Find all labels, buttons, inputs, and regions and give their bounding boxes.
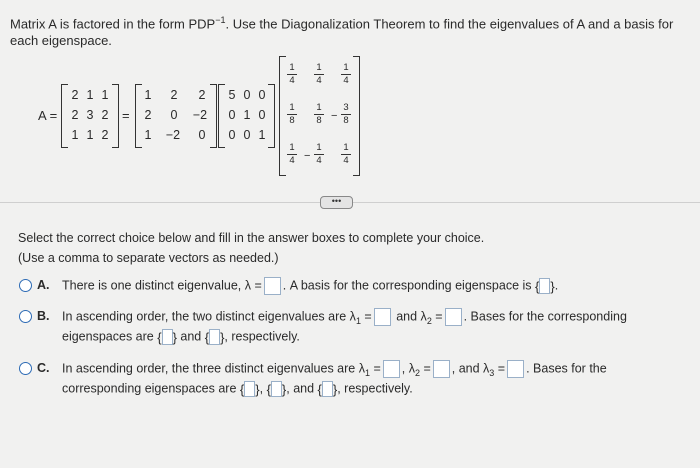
- a-cell: 1: [101, 88, 109, 102]
- p-cell: 2: [170, 88, 178, 102]
- matrix-a-left-bracket: [61, 84, 68, 148]
- pinv-fraction: 1 4: [311, 143, 327, 166]
- a-cell: 1: [86, 128, 94, 142]
- a-cell: 2: [71, 88, 79, 102]
- option-c-basis1-box[interactable]: [244, 381, 255, 397]
- option-c-letter: C.: [37, 361, 50, 375]
- expand-button[interactable]: •••: [320, 196, 353, 209]
- d-cell: 1: [258, 128, 266, 142]
- pinv-fraction: 1 4: [338, 143, 354, 166]
- a-cell: 2: [101, 108, 109, 122]
- option-b-basis1-box[interactable]: [162, 329, 173, 345]
- option-c-line-1: In ascending order, the three distinct eigenvalues are $\lambda_1$ = , $\lambda_2$ = , and $\lambda_3$ = . Bases for the: [62, 361, 607, 378]
- pinv-fraction: 1 4: [284, 143, 300, 166]
- pinv-fraction: 1 8: [284, 103, 300, 126]
- option-c-lambda2-box[interactable]: [433, 360, 450, 378]
- option-c-lambda1-box[interactable]: [383, 360, 400, 378]
- a-cell: 3: [86, 108, 94, 122]
- option-c-radio[interactable]: [19, 362, 32, 375]
- p-cell: 2: [144, 108, 152, 122]
- d-cell: 0: [258, 108, 266, 122]
- a-cell: 2: [71, 108, 79, 122]
- option-c-basis2-box[interactable]: [271, 381, 282, 397]
- option-b-basis2-box[interactable]: [209, 329, 220, 345]
- pinv-fraction: 1 4: [338, 63, 354, 86]
- option-b-line-1: In ascending order, the two distinct eigenvalues are $\lambda_1$ = and $\lambda_2$ = . Bases for the corresponding: [62, 309, 627, 326]
- a-cell: 1: [71, 128, 79, 142]
- d-cell: 0: [258, 88, 266, 102]
- p-cell: −2: [192, 108, 208, 122]
- pinv-fraction: 1 4: [311, 63, 327, 86]
- d-cell: 0: [228, 108, 236, 122]
- matrix-pinv-right-bracket: [353, 56, 360, 176]
- option-a-radio[interactable]: [19, 279, 32, 292]
- d-cell: 0: [243, 128, 251, 142]
- d-cell: 0: [228, 128, 236, 142]
- option-c-lambda3-box[interactable]: [507, 360, 524, 378]
- negative-sign: −: [304, 150, 311, 162]
- instruction-text: Select the correct choice below and fill in the answer boxes to complete your choice.: [18, 231, 485, 245]
- prompt-text-1: Matrix A is factored in the form PDP: [10, 16, 216, 32]
- matrix-d-left-bracket: [218, 84, 225, 148]
- option-a-basis-box[interactable]: [539, 278, 550, 294]
- option-a-letter: A.: [37, 278, 50, 292]
- prompt-superscript: −1: [215, 15, 226, 25]
- matrix-p-right-bracket: [210, 84, 217, 148]
- prompt-text-2: . Use the Diagonalization Theorem to find the eigenvalues of A and a basis for each eigenspace.: [10, 16, 674, 49]
- option-c-line-2: corresponding eigenspaces are { }, { }, and { }, respectively.: [62, 381, 413, 397]
- instruction-hint: (Use a comma to separate vectors as needed.): [18, 251, 279, 265]
- negative-sign: −: [331, 110, 338, 122]
- a-cell: 2: [101, 128, 109, 142]
- pinv-fraction: 3 8: [338, 103, 354, 126]
- option-a-text: There is one distinct eigenvalue, λ = . A basis for the corresponding eigenspace is { }.: [62, 278, 559, 294]
- pinv-fraction: 1 8: [311, 103, 327, 126]
- option-b-lambda2-box[interactable]: [445, 308, 462, 326]
- p-cell: 0: [170, 108, 178, 122]
- option-b-lambda1-box[interactable]: [374, 308, 391, 326]
- d-cell: 1: [243, 108, 251, 122]
- p-cell: 0: [198, 128, 206, 142]
- option-c-basis3-box[interactable]: [322, 381, 333, 397]
- a-label: A =: [38, 108, 58, 123]
- p-cell: 1: [144, 88, 152, 102]
- option-a-eigenvalue-box[interactable]: [264, 277, 281, 295]
- equals-sign: =: [122, 108, 130, 123]
- matrix-d-right-bracket: [268, 84, 275, 148]
- d-cell: 5: [228, 88, 236, 102]
- matrix-a-right-bracket: [112, 84, 119, 148]
- option-b-line-2: eigenspaces are { } and { }, respectively.: [62, 329, 300, 345]
- pinv-fraction: 1 4: [284, 63, 300, 86]
- option-b-radio[interactable]: [19, 310, 32, 323]
- a-cell: 1: [86, 88, 94, 102]
- d-cell: 0: [243, 88, 251, 102]
- option-b-letter: B.: [37, 309, 50, 323]
- p-cell: 1: [144, 128, 152, 142]
- factorization-equation: [0, 0, 700, 190]
- p-cell: −2: [165, 128, 181, 142]
- p-cell: 2: [198, 88, 206, 102]
